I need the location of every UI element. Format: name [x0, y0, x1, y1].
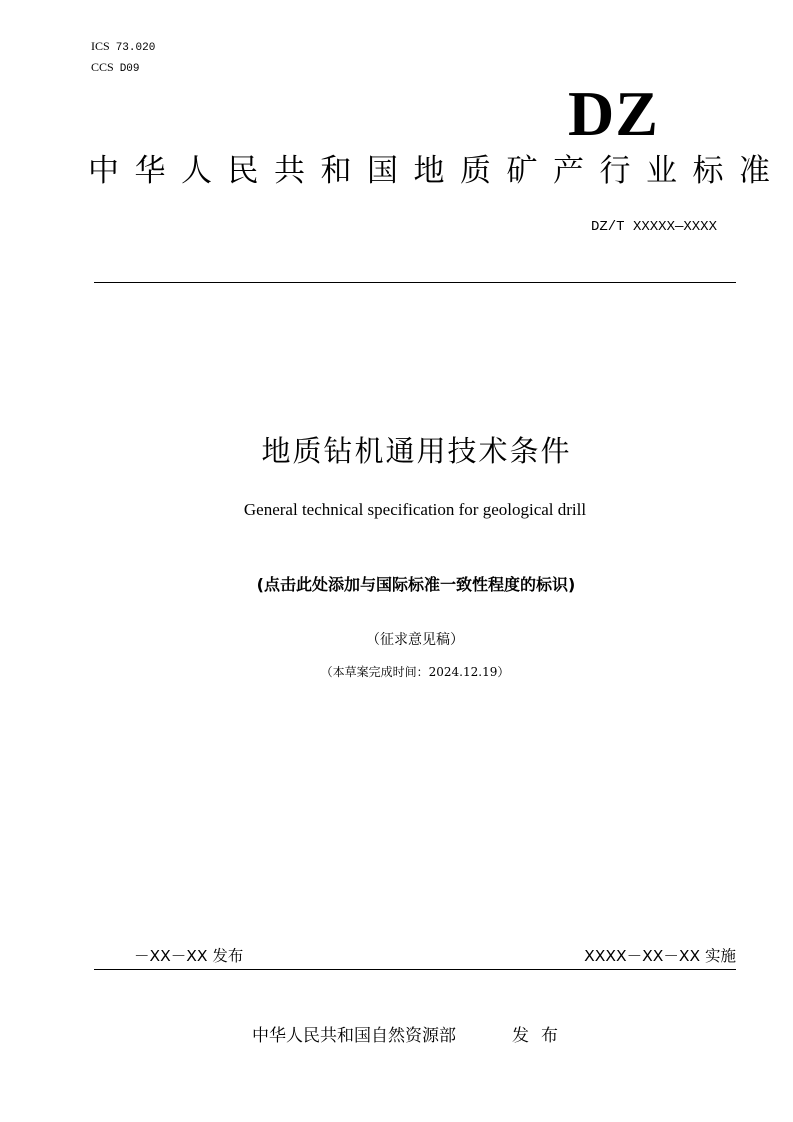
- draft-completion-date: （本草案完成时间：2024.12.19）: [320, 665, 510, 679]
- implementation-date: XXXX－XX－XX 实施: [584, 947, 736, 965]
- industry-standard-title: 中华人民共和国地质矿产行业标准: [88, 153, 786, 189]
- document-title-chinese: 地质钻机通用技术条件: [261, 434, 572, 468]
- ccs-classification: [91, 60, 140, 76]
- draft-status: （征求意见稿）: [366, 632, 464, 648]
- publisher-name: 中华人民共和国自然资源部: [252, 1026, 456, 1046]
- ccs-label: CCS: [91, 60, 114, 74]
- consistency-note: (点击此处添加与国际标准一致性程度的标识): [256, 575, 576, 594]
- ics-classification: [91, 39, 155, 55]
- publish-label: 发布: [512, 1026, 570, 1046]
- ccs-code: D09: [119, 63, 140, 75]
- footer-divider: [94, 969, 736, 970]
- ics-label: ICS: [91, 39, 110, 53]
- issue-date: －XX－XX 发布: [134, 947, 244, 965]
- ics-code: 73.020: [115, 42, 156, 54]
- header-divider: [94, 282, 736, 283]
- dz-logo: DZ: [568, 78, 659, 149]
- standard-number: DZ/T XXXXX—XXXX: [590, 219, 717, 235]
- document-title-english: General technical specification for geological drill: [243, 500, 587, 519]
